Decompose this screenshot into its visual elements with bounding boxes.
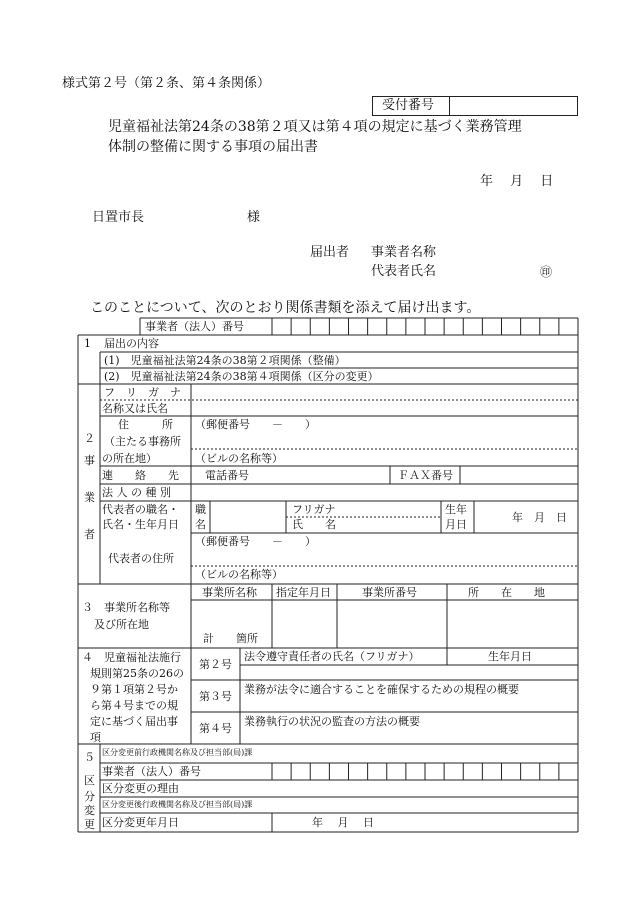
phone-label: 電話番号	[205, 469, 249, 482]
section5-vlabel-1: 区	[84, 774, 95, 787]
change-date-label: 区分変更年月日	[102, 816, 179, 829]
rep-building-name[interactable]: （ビルの名称等）	[195, 568, 283, 581]
address-sublabel: （主たる事務所	[104, 435, 181, 448]
section5-number: ５	[84, 751, 95, 764]
job-title-label-2: 名	[195, 518, 206, 531]
rep-address-label: 代表者の住所	[108, 552, 174, 565]
honorific: 様	[247, 210, 261, 225]
section5-vlabel-2: 分	[84, 790, 95, 803]
doc-title-line2: 体制の整備に関する事項の届出書	[108, 139, 318, 155]
compliance-officer-label: 法令遵守責任者の氏名（フリガナ）	[244, 650, 420, 663]
office-number-header: 事業所番号	[362, 586, 417, 599]
notification-type-2[interactable]: (2) 児童福祉法第24条の38第４項関係（区分の変更）	[104, 370, 379, 383]
rep-label-1: 代表者の職名・	[102, 503, 179, 516]
addressee: 日置市長	[92, 210, 145, 225]
rep-label-2: 氏名・生年月日	[102, 518, 179, 531]
designation-date-header: 指定年月日	[276, 586, 331, 599]
birth-label-1: 生年	[445, 503, 467, 516]
postal-code[interactable]: （郵便番号 － ）	[195, 418, 316, 431]
fax-label: ＦＡＸ番号	[398, 469, 453, 482]
address-sublabel-2: の所在地）	[102, 452, 157, 465]
section4-label-1: ４ 児童福祉法施行	[82, 651, 181, 664]
seal-mark: ㊞	[540, 265, 553, 279]
section4-label-5: 定に基づく届出事	[90, 715, 178, 728]
representative-name-label: 代表者氏名	[371, 264, 437, 279]
location-header: 所 在 地	[468, 586, 545, 599]
business-name-label: 事業者名称	[371, 245, 437, 260]
section1-label: 届出の内容	[104, 337, 159, 350]
section2-vlabel-2: 業	[84, 491, 95, 504]
section2-vlabel-3: 者	[84, 528, 95, 541]
doc-title-line1: 児童福祉法第24条の38第２項又は第４項の規定に基づく業務管理	[108, 119, 522, 135]
officer-birth-label: 生年月日	[488, 650, 532, 663]
section2-vlabel-1: 事	[84, 454, 95, 467]
office-count: 計 箇所	[203, 632, 258, 645]
prev-agency-label: 区分変更前行政機関名称及び担当部(局)課	[102, 748, 253, 757]
section5-vlabel-3: 変	[84, 804, 95, 817]
section5-vlabel-4: 更	[84, 818, 95, 831]
header-date: 年 月 日	[480, 174, 554, 189]
rep-birth-date[interactable]: 年 月 日	[512, 511, 567, 524]
office-name-header: 事業所名称	[202, 586, 257, 599]
item-no2: 第２号	[199, 658, 232, 671]
item-no4: 第４号	[199, 722, 232, 735]
item-no3: 第３号	[199, 690, 232, 703]
form-number: 様式第２号（第２条、第４条関係）	[62, 76, 271, 91]
receipt-number-label: 受付番号	[382, 98, 435, 113]
submitter-label: 届出者	[310, 245, 350, 260]
rep-furigana-label: フリガナ	[292, 503, 336, 516]
job-title-label-1: 職	[195, 503, 206, 516]
section1-number: 1	[84, 337, 91, 350]
compliance-rules-label: 業務が法令に適合することを確保するための規程の概要	[244, 683, 519, 696]
audit-method-label: 業務執行の状況の監査の方法の概要	[244, 715, 420, 728]
building-name[interactable]: （ビルの名称等）	[195, 452, 283, 465]
section4-label-4: ら第４号までの規	[90, 699, 178, 712]
corp-type-label: 法 人 の 種 別	[102, 486, 171, 499]
section4-label-3: ９第１項第２号か	[90, 683, 178, 696]
change-date[interactable]: 年 月 日	[312, 816, 374, 829]
contact-label: 連 絡 先	[102, 469, 179, 482]
section5-business-number-label: 事業者（法人）番号	[102, 765, 201, 778]
new-agency-label: 区分変更後行政機関名称及び担当部(局)課	[102, 800, 253, 809]
business-number-label: 事業者（法人）番号	[145, 320, 244, 333]
furigana-label: フ リ ガ ナ	[104, 386, 181, 399]
section3-label-2: 及び所在地	[94, 618, 149, 631]
name-label: 名称又は氏名	[102, 402, 168, 415]
section4-label-6: 項	[90, 731, 101, 744]
section2-number: ２	[84, 432, 95, 445]
address-label: 住 所	[118, 418, 173, 431]
section3-label-1: ３ 事業所名称等	[82, 601, 170, 614]
rep-name-label: 氏 名	[292, 518, 336, 531]
rep-postal-code[interactable]: （郵便番号 － ）	[195, 535, 316, 548]
section4-label-2: 規則第25条の26の	[90, 667, 184, 680]
birth-label-2: 月日	[445, 518, 467, 531]
intro-text: このことについて、次のとおり関係書類を添えて届け出ます。	[90, 300, 481, 316]
notification-type-1[interactable]: (1) 児童福祉法第24条の38第２項関係（整備）	[104, 354, 346, 367]
change-reason-label: 区分変更の理由	[102, 782, 179, 795]
